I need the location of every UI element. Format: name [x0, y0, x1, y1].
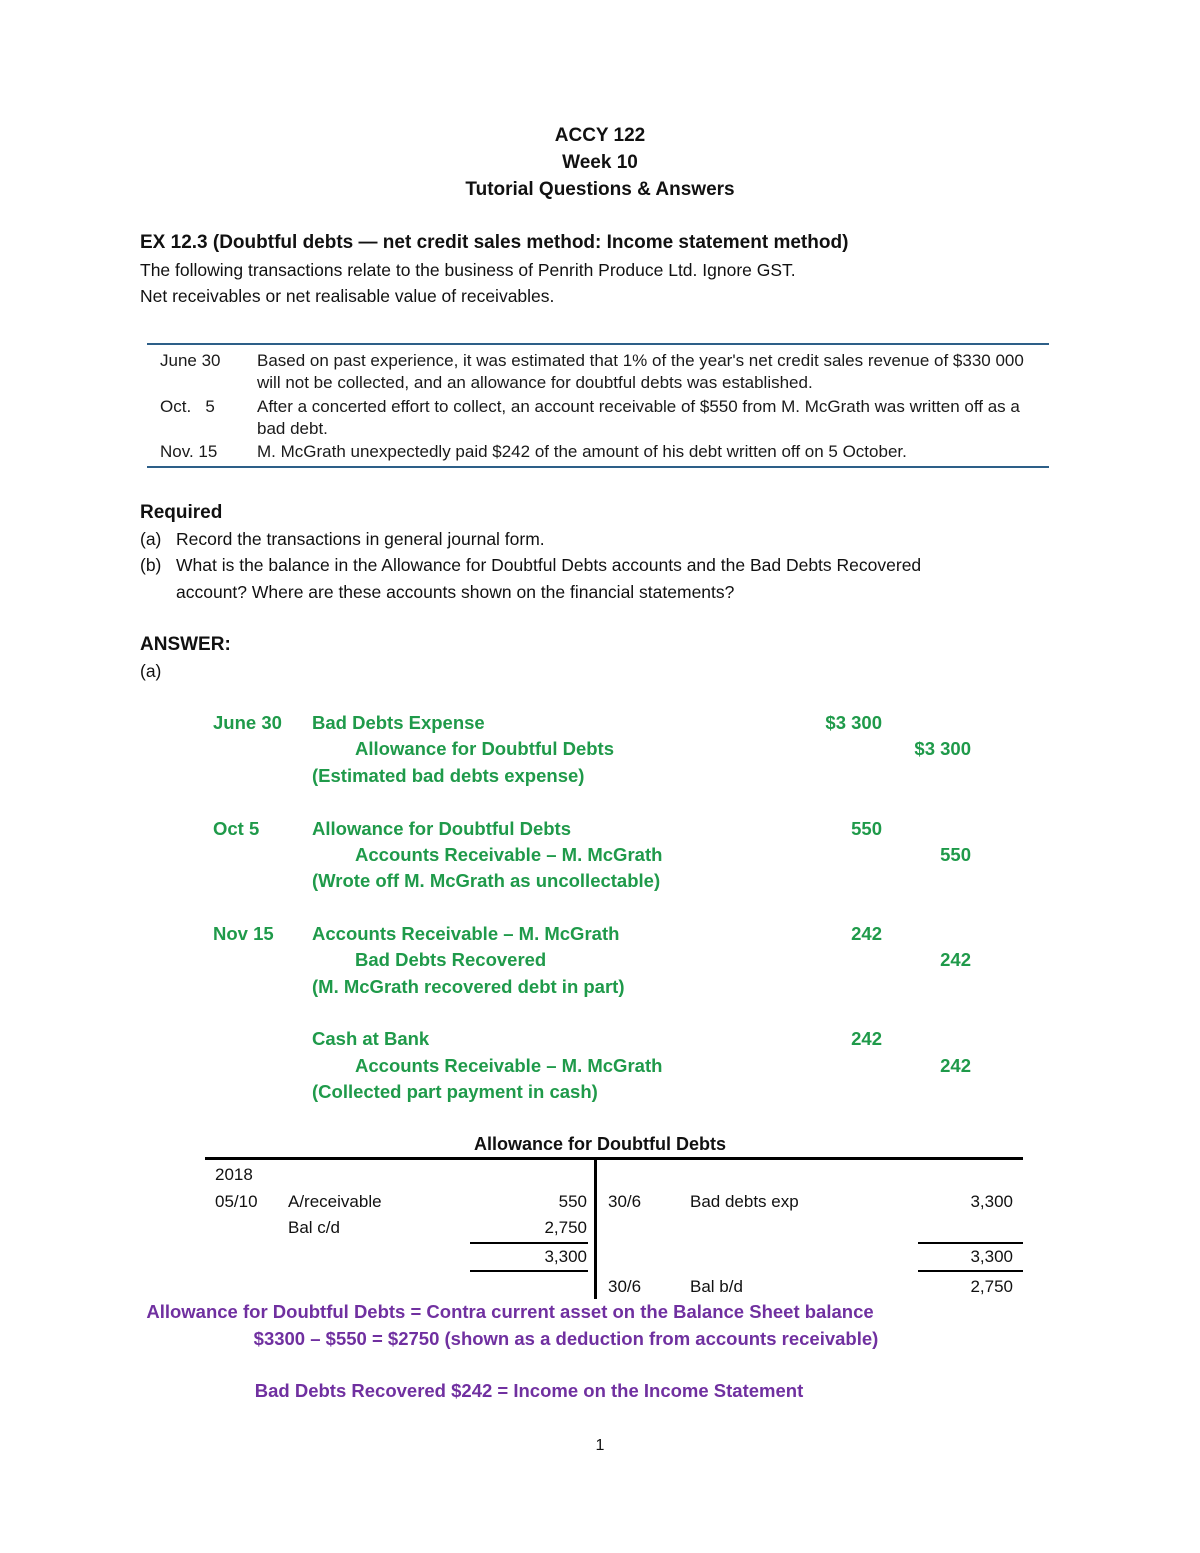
transactions-top-rule [147, 343, 1049, 345]
answer-part-label: (a) [140, 661, 162, 681]
journal-debit-account: Accounts Receivable – M. McGrath [312, 923, 620, 944]
journal-narration: (Collected part payment in cash) [312, 1081, 598, 1102]
note-bad-debts-recovered: Bad Debts Recovered $242 = Income on the Income Statement [254, 1380, 804, 1401]
week-label: Week 10 [562, 152, 638, 173]
required-heading: Required [140, 502, 223, 523]
transaction-text: Based on past experience, it was estimated that 1% of the year's net credit sales revenue of $330 000 will not be collected, and an allowance for doubtful debts was established. [257, 351, 1024, 392]
journal-date: June 30 [213, 712, 282, 733]
required-a-label: (a) [140, 529, 162, 549]
journal-credit-amount: 242 [940, 949, 971, 970]
journal-credit-account: Allowance for Doubtful Debts [355, 738, 614, 759]
required-b-text: What is the balance in the Allowance for Doubtful Debts accounts and the Bad Debts Recovered [176, 555, 922, 575]
t-account-divider [594, 1157, 597, 1299]
transaction-date: Oct. 5 [160, 397, 215, 416]
t-closing-desc: Bal b/d [690, 1277, 743, 1296]
t-right-date: 30/6 [608, 1192, 642, 1211]
t-left-date: 05/10 [215, 1192, 258, 1211]
t-left-desc: A/receivable [288, 1192, 382, 1211]
journal-debit-account: Cash at Bank [312, 1028, 430, 1049]
page-number: 1 [595, 1437, 605, 1454]
t-left-amount: 550 [558, 1192, 587, 1211]
t-account-year: 2018 [215, 1165, 253, 1184]
t-account-title: Allowance for Doubtful Debts [474, 1134, 726, 1154]
journal-narration: (M. McGrath recovered debt in part) [312, 976, 625, 997]
journal-debit-amount: $3 300 [825, 712, 882, 733]
journal-debit-amount: 242 [851, 1028, 882, 1049]
journal-date: Nov 15 [213, 923, 274, 944]
journal-credit-amount: 242 [940, 1055, 971, 1076]
t-left-total: 3,300 [544, 1247, 587, 1266]
answer-heading: ANSWER: [140, 634, 231, 655]
transaction-date: June 30 [160, 351, 221, 370]
required-b-text-cont: account? Where are these accounts shown on the financial statements? [176, 582, 735, 602]
required-a-text: Record the transactions in general journal form. [176, 529, 545, 549]
journal-debit-account: Bad Debts Expense [312, 712, 485, 733]
journal-credit-amount: $3 300 [914, 738, 971, 759]
journal-narration: (Estimated bad debts expense) [312, 765, 585, 786]
document-title: Tutorial Questions & Answers [465, 179, 735, 200]
t-closing-date: 30/6 [608, 1277, 642, 1296]
t-right-desc: Bad debts exp [690, 1192, 799, 1211]
t-left-total-underline [470, 1270, 588, 1272]
journal-credit-account: Accounts Receivable – M. McGrath [355, 844, 663, 865]
note-allowance: Allowance for Doubtful Debts = Contra current asset on the Balance Sheet balance [146, 1301, 874, 1322]
transaction-text: M. McGrath unexpectedly paid $242 of the amount of his debt written off on 5 October. [257, 442, 907, 461]
t-left-desc: Bal c/d [288, 1218, 340, 1237]
journal-credit-account: Accounts Receivable – M. McGrath [355, 1055, 663, 1076]
journal-debit-account: Allowance for Doubtful Debts [312, 818, 571, 839]
required-b-label: (b) [140, 555, 162, 575]
journal-debit-amount: 242 [851, 923, 882, 944]
transaction-date: Nov. 15 [160, 442, 218, 461]
t-right-total-underline [918, 1270, 1023, 1272]
t-closing-amount: 2,750 [970, 1277, 1013, 1296]
t-left-amount: 2,750 [544, 1218, 587, 1237]
journal-credit-account: Bad Debts Recovered [355, 949, 547, 970]
exercise-note: Net receivables or net realisable value of receivables. [140, 286, 555, 306]
journal-debit-amount: 550 [851, 818, 882, 839]
note-calculation: $3300 – $550 = $2750 (shown as a deduction from accounts receivable) [253, 1328, 879, 1349]
t-right-total-rule [918, 1242, 1023, 1244]
transaction-text: After a concerted effort to collect, an account receivable of $550 from M. McGrath was written off as a bad debt. [257, 397, 1020, 438]
exercise-title: EX 12.3 (Doubtful debts — net credit sales method: Income statement method) [140, 232, 849, 253]
journal-date: Oct 5 [213, 818, 260, 839]
t-right-amount: 3,300 [970, 1192, 1013, 1211]
exercise-intro: The following transactions relate to the business of Penrith Produce Ltd. Ignore GST. [140, 260, 796, 280]
transactions-bottom-rule [147, 466, 1049, 468]
t-right-total: 3,300 [970, 1247, 1013, 1266]
course-code: ACCY 122 [554, 125, 646, 146]
t-account-top-rule [205, 1157, 1023, 1160]
t-left-total-rule [470, 1242, 588, 1244]
journal-narration: (Wrote off M. McGrath as uncollectable) [312, 870, 661, 891]
journal-credit-amount: 550 [940, 844, 971, 865]
